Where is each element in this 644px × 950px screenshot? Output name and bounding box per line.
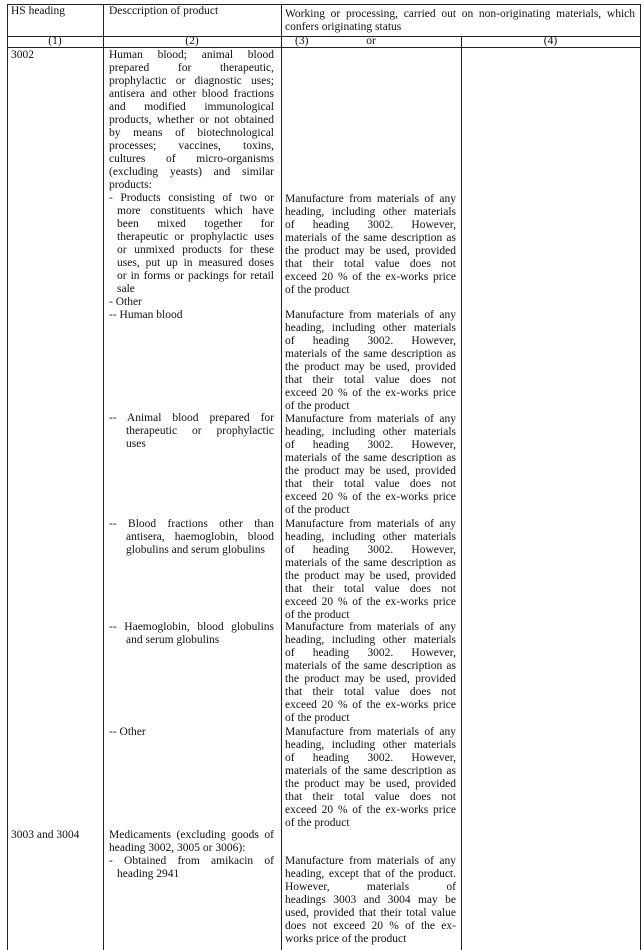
description-other-2 bbox=[109, 726, 274, 739]
text-line: the product may be used, provided bbox=[285, 570, 456, 582]
description-3002 bbox=[109, 49, 274, 192]
text-line: However, materials of bbox=[285, 881, 456, 893]
column-divider-2 bbox=[281, 4, 282, 950]
text-line: used, provided that their total value bbox=[285, 907, 456, 919]
text-line: that their total value does not bbox=[285, 791, 456, 803]
text-line: exceed 20 % of the ex-works price bbox=[285, 491, 456, 503]
text-line: therapeutic or prophylactic uses bbox=[117, 231, 274, 243]
text-line: of heading 3002. However, bbox=[285, 335, 456, 347]
text-line: been mixed together for bbox=[117, 218, 274, 230]
text-line: Human blood; animal blood bbox=[109, 49, 274, 61]
description-medicaments bbox=[109, 829, 274, 855]
text-line: heading 3002, 3005 or 3006): bbox=[109, 842, 246, 854]
text-line: or unmixed products for these bbox=[117, 244, 274, 256]
text-line: heading, including other materials bbox=[285, 426, 456, 438]
text-line: uses bbox=[126, 438, 146, 450]
text-line: exceed 20 % of the ex-works price bbox=[285, 804, 456, 816]
header-working-line-2: confers originating status bbox=[285, 21, 402, 33]
text-line: materials of the same description as bbox=[285, 452, 456, 464]
text-line: the product may be used, provided bbox=[285, 465, 456, 477]
text-line: - Other bbox=[109, 296, 142, 308]
text-line: Medicaments (excluding goods of bbox=[109, 829, 274, 841]
text-line: -- Haemoglobin, blood globulins bbox=[109, 621, 274, 633]
rule-animal-blood bbox=[285, 413, 456, 517]
column-divider-1 bbox=[103, 4, 104, 950]
text-line: Manufacture from materials of any bbox=[285, 413, 456, 425]
text-line: -- Human blood bbox=[109, 309, 183, 321]
text-line: products, whether or not obtained bbox=[109, 114, 274, 126]
text-line: antisera, haemoglobin, blood bbox=[126, 531, 274, 543]
hs-heading-3002: 3002 bbox=[11, 49, 34, 61]
text-line: materials of the same description as bbox=[285, 660, 456, 672]
text-line: more constituents which have bbox=[117, 205, 274, 217]
text-line: - Obtained from amikacin of bbox=[109, 855, 274, 867]
rule-amikacin bbox=[285, 855, 456, 946]
description-blood-fractions bbox=[109, 518, 274, 557]
text-line: exceed 20 % of the ex-works price bbox=[285, 387, 456, 399]
description-other bbox=[109, 296, 274, 309]
text-line: therapeutic or prophylactic bbox=[126, 425, 274, 437]
text-line: the product may be used, provided bbox=[285, 245, 456, 257]
rule-human-blood bbox=[285, 309, 456, 413]
text-line: the product may be used, provided bbox=[285, 778, 456, 790]
header-description: Desccription of product bbox=[109, 5, 219, 17]
text-line: of the product bbox=[285, 712, 350, 724]
text-line: heading, including other materials bbox=[285, 206, 456, 218]
rule-other bbox=[285, 726, 456, 830]
description-haemoglobin bbox=[109, 621, 274, 647]
text-line: of the product bbox=[285, 284, 350, 296]
text-line: processes; vaccines, toxins, bbox=[109, 140, 274, 152]
hs-heading-3003-3004: 3003 and 3004 bbox=[11, 829, 80, 841]
text-line: materials of the same description as bbox=[285, 557, 456, 569]
text-line: that their total value does not bbox=[285, 374, 456, 386]
description-animal-blood bbox=[109, 412, 274, 451]
text-line: materials of the same description as bbox=[285, 348, 456, 360]
rule-products-mixed bbox=[285, 193, 456, 297]
header-working-processing bbox=[285, 8, 635, 34]
text-line: headings 3003 and 3004 may be bbox=[285, 894, 456, 906]
column-number-3: (3) bbox=[295, 35, 309, 47]
header-hs-heading: HS heading bbox=[11, 5, 65, 17]
rule-blood-fractions bbox=[285, 518, 456, 622]
text-line: exceed 20 % of the ex-works price bbox=[285, 271, 456, 283]
column-number-4: (4) bbox=[543, 35, 558, 47]
description-amikacin bbox=[109, 855, 274, 881]
rule-haemoglobin bbox=[285, 621, 456, 725]
text-line: heading, including other materials bbox=[285, 739, 456, 751]
text-line: that their total value does not bbox=[285, 583, 456, 595]
column-number-1: (1) bbox=[48, 35, 62, 47]
text-line: the product may be used, provided bbox=[285, 361, 456, 373]
text-line: prepared for therapeutic, bbox=[109, 62, 274, 74]
text-line: heading 2941 bbox=[117, 868, 180, 880]
description-human-blood bbox=[109, 309, 274, 322]
text-line: heading, except that of the product. bbox=[285, 868, 456, 880]
table-left-border bbox=[7, 4, 8, 950]
text-line: of heading 3002. However, bbox=[285, 752, 456, 764]
column-divider-3 bbox=[461, 36, 462, 950]
text-line: materials of the same description as bbox=[285, 232, 456, 244]
text-line: of heading 3002. However, bbox=[285, 219, 456, 231]
text-line: that their total value does not bbox=[285, 258, 456, 270]
text-line: - Products consisting of two or bbox=[109, 192, 274, 204]
text-line: materials of the same description as bbox=[285, 765, 456, 777]
text-line: does not exceed 20 % of the ex- bbox=[285, 920, 456, 932]
text-line: -- Blood fractions other than bbox=[109, 518, 274, 530]
text-line: of heading 3002. However, bbox=[285, 439, 456, 451]
text-line: Manufacture from materials of any bbox=[285, 726, 456, 738]
text-line: Manufacture from materials of any bbox=[285, 621, 456, 633]
text-line: sale bbox=[117, 283, 135, 295]
header-working-line-1: Working or processing, carried out on non-originating materials, which bbox=[285, 8, 635, 20]
text-line: of heading 3002. However, bbox=[285, 647, 456, 659]
text-line: antisera and other blood fractions bbox=[109, 88, 274, 100]
text-line: prophylactic or diagnostic uses; bbox=[109, 75, 274, 87]
text-line: globulins and serum globulins bbox=[126, 544, 265, 556]
text-line: exceed 20 % of the ex-works price bbox=[285, 596, 456, 608]
text-line: works price of the product bbox=[285, 933, 407, 945]
text-line: that their total value does not bbox=[285, 478, 456, 490]
text-line: that their total value does not bbox=[285, 686, 456, 698]
text-line: of the product bbox=[285, 504, 350, 516]
text-line: exceed 20 % of the ex-works price bbox=[285, 699, 456, 711]
text-line: -- Animal blood prepared for bbox=[109, 412, 274, 424]
text-line: Manufacture from materials of any bbox=[285, 855, 456, 867]
text-line: by means of biotechnological bbox=[109, 127, 274, 139]
text-line: and serum globulins bbox=[126, 634, 220, 646]
text-line: heading, including other materials bbox=[285, 322, 456, 334]
text-line: Manufacture from materials of any bbox=[285, 309, 456, 321]
text-line: products: bbox=[109, 179, 152, 191]
text-line: of the product bbox=[285, 609, 350, 621]
column-number-2: (2) bbox=[185, 35, 199, 47]
text-line: heading, including other materials bbox=[285, 531, 456, 543]
description-products-mixed bbox=[109, 192, 274, 296]
text-line: the product may be used, provided bbox=[285, 673, 456, 685]
text-line: and modified immunological bbox=[109, 101, 274, 113]
text-line: Manufacture from materials of any bbox=[285, 518, 456, 530]
table-right-border bbox=[640, 4, 641, 950]
text-line: heading, including other materials bbox=[285, 634, 456, 646]
column-or-label: or bbox=[366, 35, 376, 47]
text-line: or in forms or packings for retail bbox=[117, 270, 274, 282]
text-line: of the product bbox=[285, 400, 350, 412]
text-line: of the product bbox=[285, 817, 350, 829]
text-line: uses, put up in measured doses bbox=[117, 257, 274, 269]
text-line: of heading 3002. However, bbox=[285, 544, 456, 556]
text-line: (excluding yeasts) and similar bbox=[109, 166, 274, 178]
text-line: Manufacture from materials of any bbox=[285, 193, 456, 205]
text-line: cultures of micro-organisms bbox=[109, 153, 274, 165]
text-line: -- Other bbox=[109, 726, 146, 738]
